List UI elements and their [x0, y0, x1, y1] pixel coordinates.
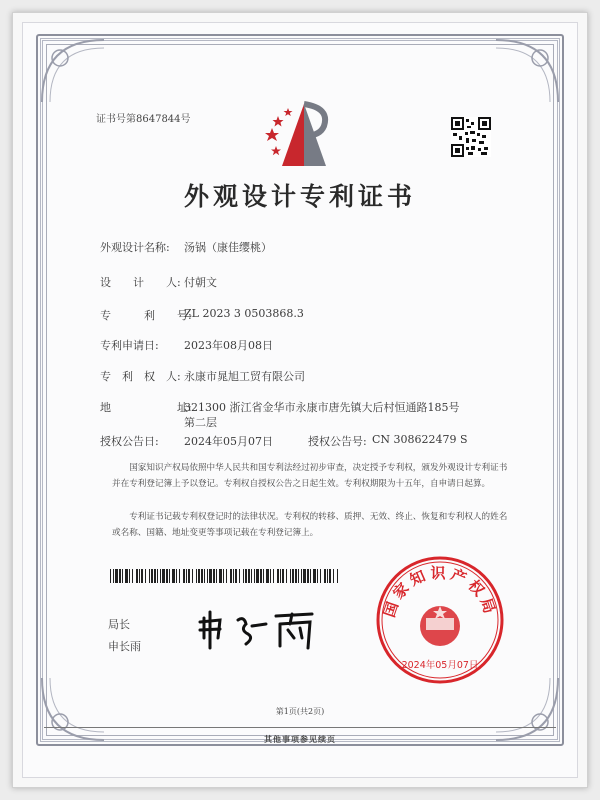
design-name-label: 外观设计名称: — [100, 241, 170, 254]
footer-note: 其他事项参见续页 — [264, 734, 336, 744]
certificate-title: 外观设计专利证书 — [183, 182, 416, 211]
address-label: 地 址: — [100, 401, 192, 414]
director-signature-icon — [196, 604, 326, 652]
page-number: 第1页(共2页) — [275, 707, 325, 716]
address-value-line2: 第二层 — [184, 416, 217, 429]
application-date-label: 专利申请日: — [100, 339, 159, 352]
director-name: 申长雨 — [108, 640, 141, 653]
patent-number-value: ZL 2023 3 0503868.3 — [184, 307, 304, 320]
designer-value: 付朝文 — [184, 276, 217, 289]
grant-statement-paragraph: 国家知识产权局依照中华人民共和国专利法经过初步审查，决定授予专利权，颁发外观设计专利证书并在专利登记簿上予以登记。专利权自授权公告之日起生效。专利权期限为十五年，自申请日起算。 — [112, 463, 508, 489]
design-name-value: 汤锅（康佳缨桃） — [184, 241, 272, 254]
patentee-value: 永康市晁旭工贸有限公司 — [184, 370, 305, 383]
address-value-line1: 321300 浙江省金华市永康市唐先镇大后村恒通路185号 — [184, 401, 460, 414]
certificate-number: 证书号第8647844号 — [96, 114, 191, 125]
corner-ornament-top-right — [492, 36, 562, 106]
cnipa-logo-icon — [264, 98, 344, 170]
barcode-icon — [110, 568, 340, 582]
grant-date-value: 2024年05月07日 — [184, 435, 273, 448]
patentee-label: 专 利 权 人: — [100, 370, 181, 383]
footer-divider — [44, 727, 556, 728]
grant-number-value: CN 308622479 S — [372, 433, 468, 446]
seal-date: 2024年05月07日 — [401, 660, 479, 671]
application-date-value: 2023年08月08日 — [184, 339, 273, 352]
grant-number-label: 授权公告号: — [308, 435, 367, 448]
official-seal-icon — [374, 554, 506, 686]
grant-date-label: 授权公告日: — [100, 435, 159, 448]
qr-code-icon — [451, 117, 491, 157]
corner-ornament-top-left — [38, 36, 108, 106]
director-title: 局长 — [108, 618, 130, 631]
seal-text: 国家知识产权局 — [380, 564, 500, 620]
designer-label: 设 计 人: — [100, 276, 181, 289]
patent-number-label: 专 利 号: — [100, 309, 192, 322]
legal-status-paragraph: 专利证书记载专利权登记时的法律状况。专利权的转移、质押、无效、终止、恢复和专利权人的姓名或名称、国籍、地址变更等事项记载在专利登记簿上。 — [112, 512, 508, 538]
